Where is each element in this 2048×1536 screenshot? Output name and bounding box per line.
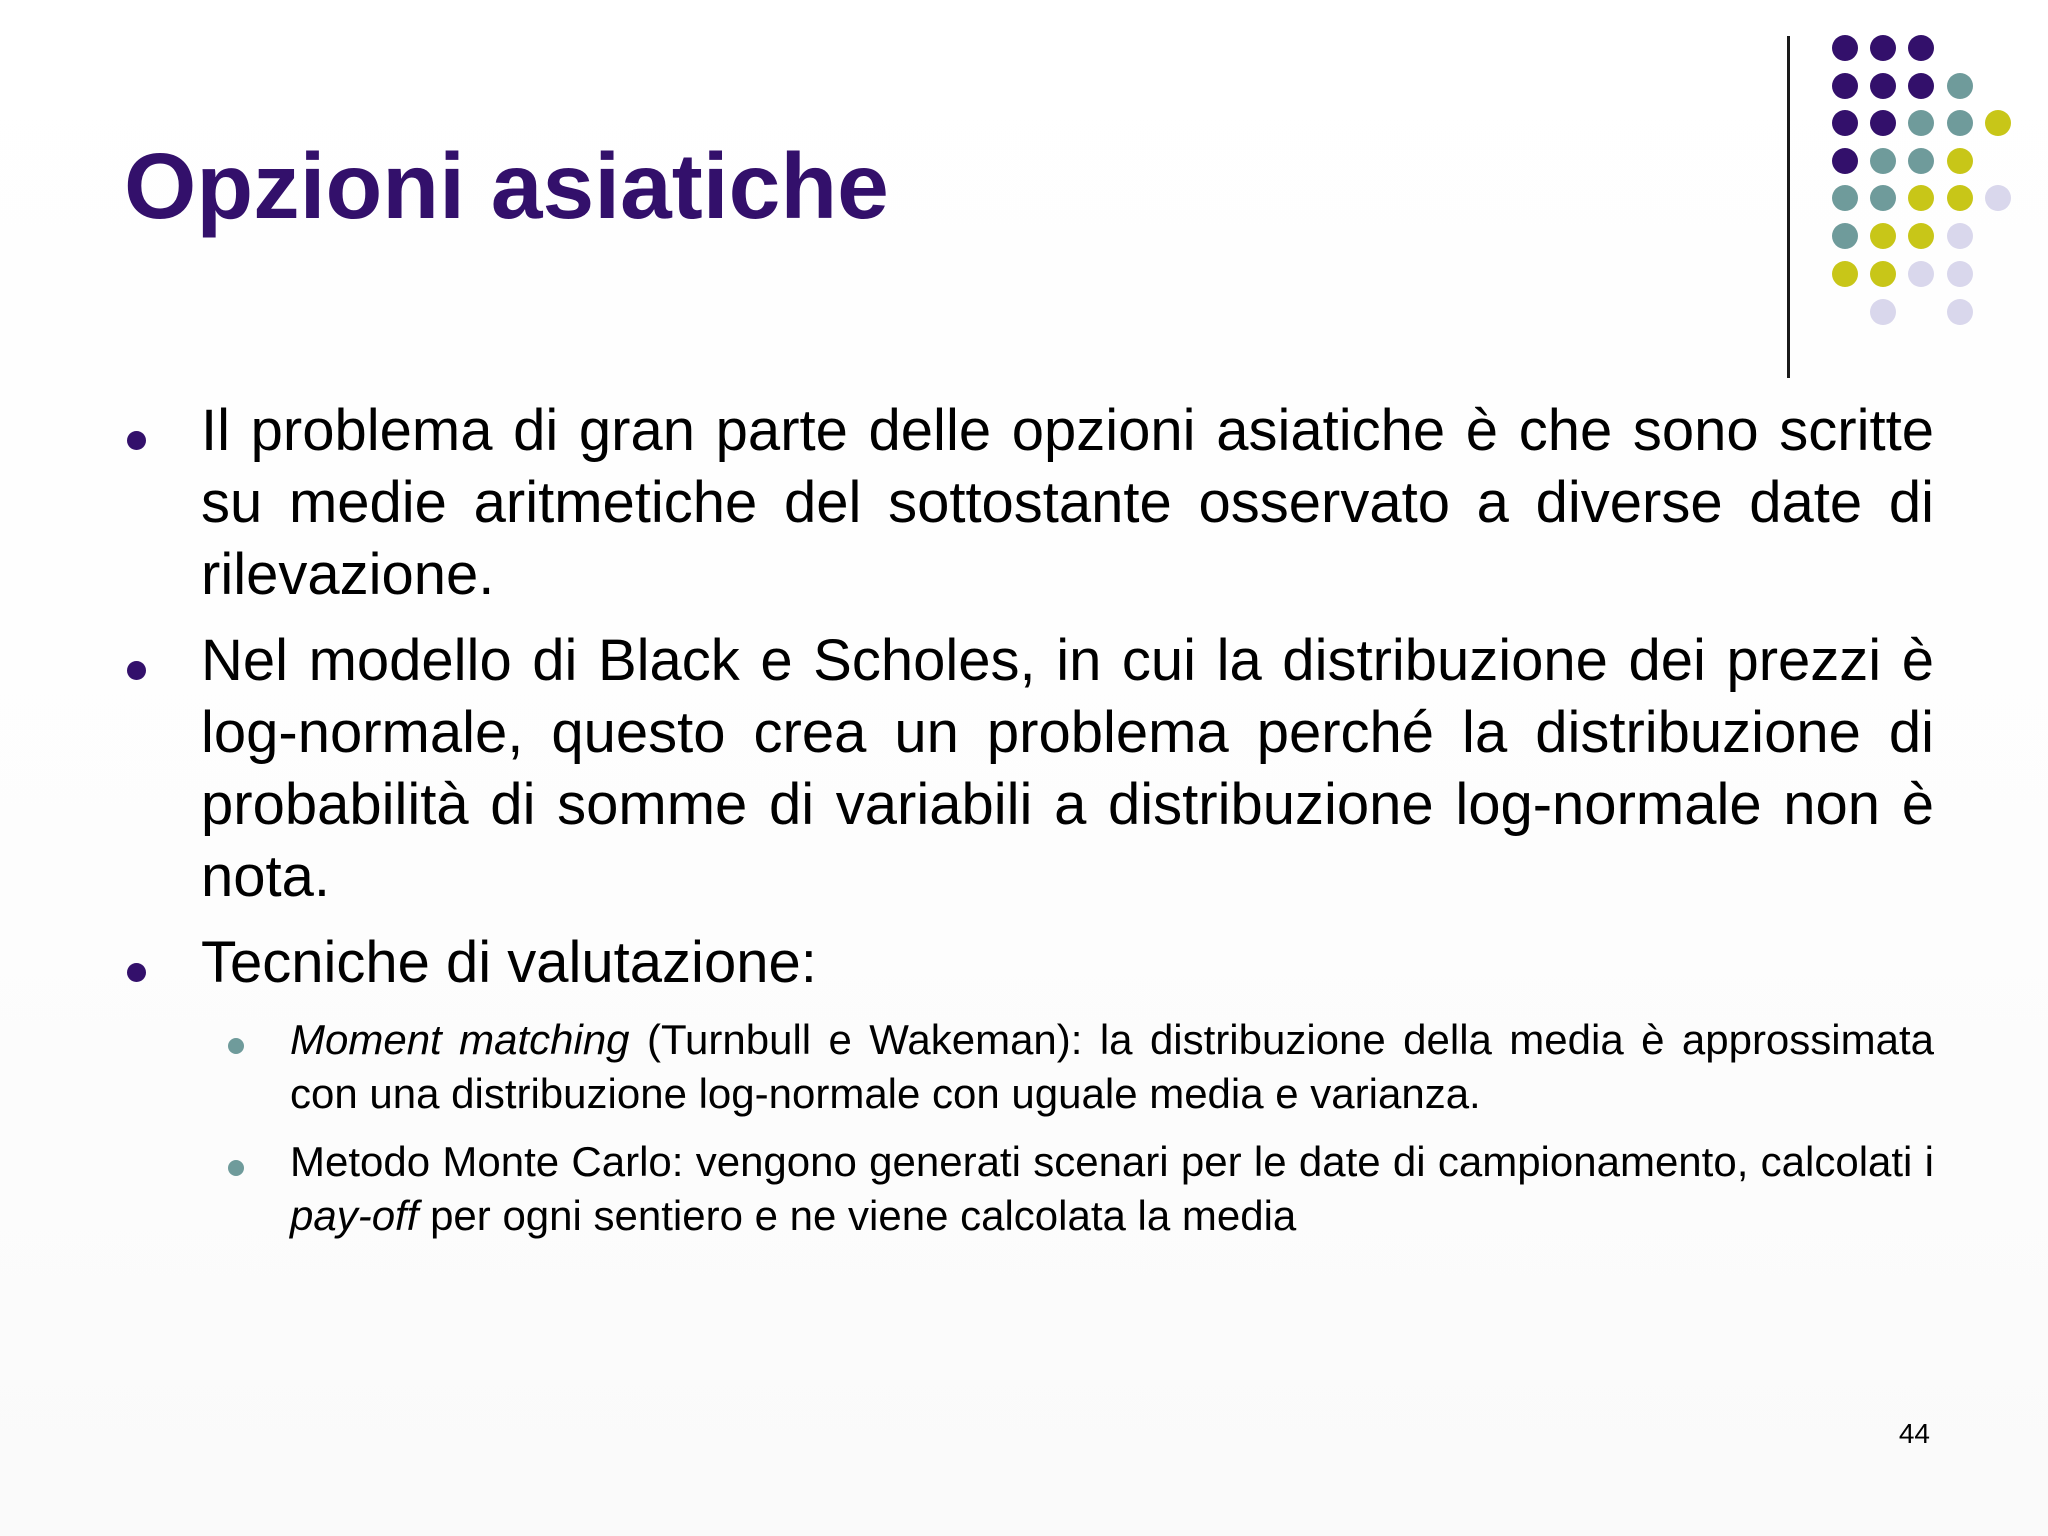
decor-dot <box>1870 261 1896 287</box>
decor-dot <box>1947 148 1973 174</box>
decor-dot <box>1832 73 1858 99</box>
sub-bullet-text: per ogni sentiero e ne viene calcolata la media <box>418 1192 1297 1239</box>
decor-dot <box>1832 185 1858 211</box>
decor-dot <box>1832 35 1858 61</box>
decor-dot <box>1908 110 1934 136</box>
decor-dot <box>1870 35 1896 61</box>
decor-dot <box>1870 185 1896 211</box>
bullet-item: Nel modello di Black e Scholes, in cui la distribuzione dei prezzi è log-normale, questo crea un problema perché la distribuzione di probabilità di somme di variabili a distribuzione log-normale non è nota. <box>124 625 1934 913</box>
sub-bullet-item <box>290 1135 1934 1243</box>
decor-dot <box>1908 35 1934 61</box>
sub-bullet-list <box>124 1013 1934 1243</box>
decor-dot <box>1832 148 1858 174</box>
decor-dot <box>1947 73 1973 99</box>
bullet-item: Tecniche di valutazione: <box>124 927 1934 999</box>
decor-dot <box>1870 73 1896 99</box>
decor-dot <box>1832 110 1858 136</box>
sub-bullet-text: Metodo Monte Carlo: vengono generati scenari per le date di campionamento, calcolati i <box>290 1138 1934 1185</box>
sub-bullet-italic: pay-off <box>290 1192 419 1239</box>
decor-dot <box>1908 185 1934 211</box>
sub-bullet-italic: Moment matching <box>290 1016 630 1063</box>
decor-dot <box>1908 148 1934 174</box>
decor-dot <box>1947 185 1973 211</box>
decor-dot <box>1947 223 1973 249</box>
decor-dot <box>1947 110 1973 136</box>
decor-dot <box>1985 185 2011 211</box>
decor-dot <box>1985 110 2011 136</box>
decor-dot <box>1870 110 1896 136</box>
decor-dot <box>1870 299 1896 325</box>
decor-dot <box>1947 299 1973 325</box>
sub-bullet-item <box>290 1013 1934 1121</box>
sub-bullet-text: (Turnbull e Wakeman): la distribuzione della media è approssimata con una distribuzione log-normale con uguale media e varianza. <box>290 1016 1934 1117</box>
decor-dot <box>1870 223 1896 249</box>
decor-dot <box>1908 261 1934 287</box>
decor-dot <box>1832 223 1858 249</box>
decor-dot <box>1870 148 1896 174</box>
slide-title: Opzioni asiatiche <box>124 134 889 238</box>
decor-dot <box>1832 261 1858 287</box>
decorative-vertical-line <box>1787 36 1790 378</box>
decor-dot <box>1908 73 1934 99</box>
decor-dot <box>1908 223 1934 249</box>
decor-dot <box>1947 261 1973 287</box>
page-number: 44 <box>1898 1418 1930 1449</box>
bullet-item: Il problema di gran parte delle opzioni asiatiche è che sono scritte su medie aritmetiche del sottostante osservato a diverse date di rilevazione. <box>124 395 1934 611</box>
slide-content <box>124 395 1934 1257</box>
